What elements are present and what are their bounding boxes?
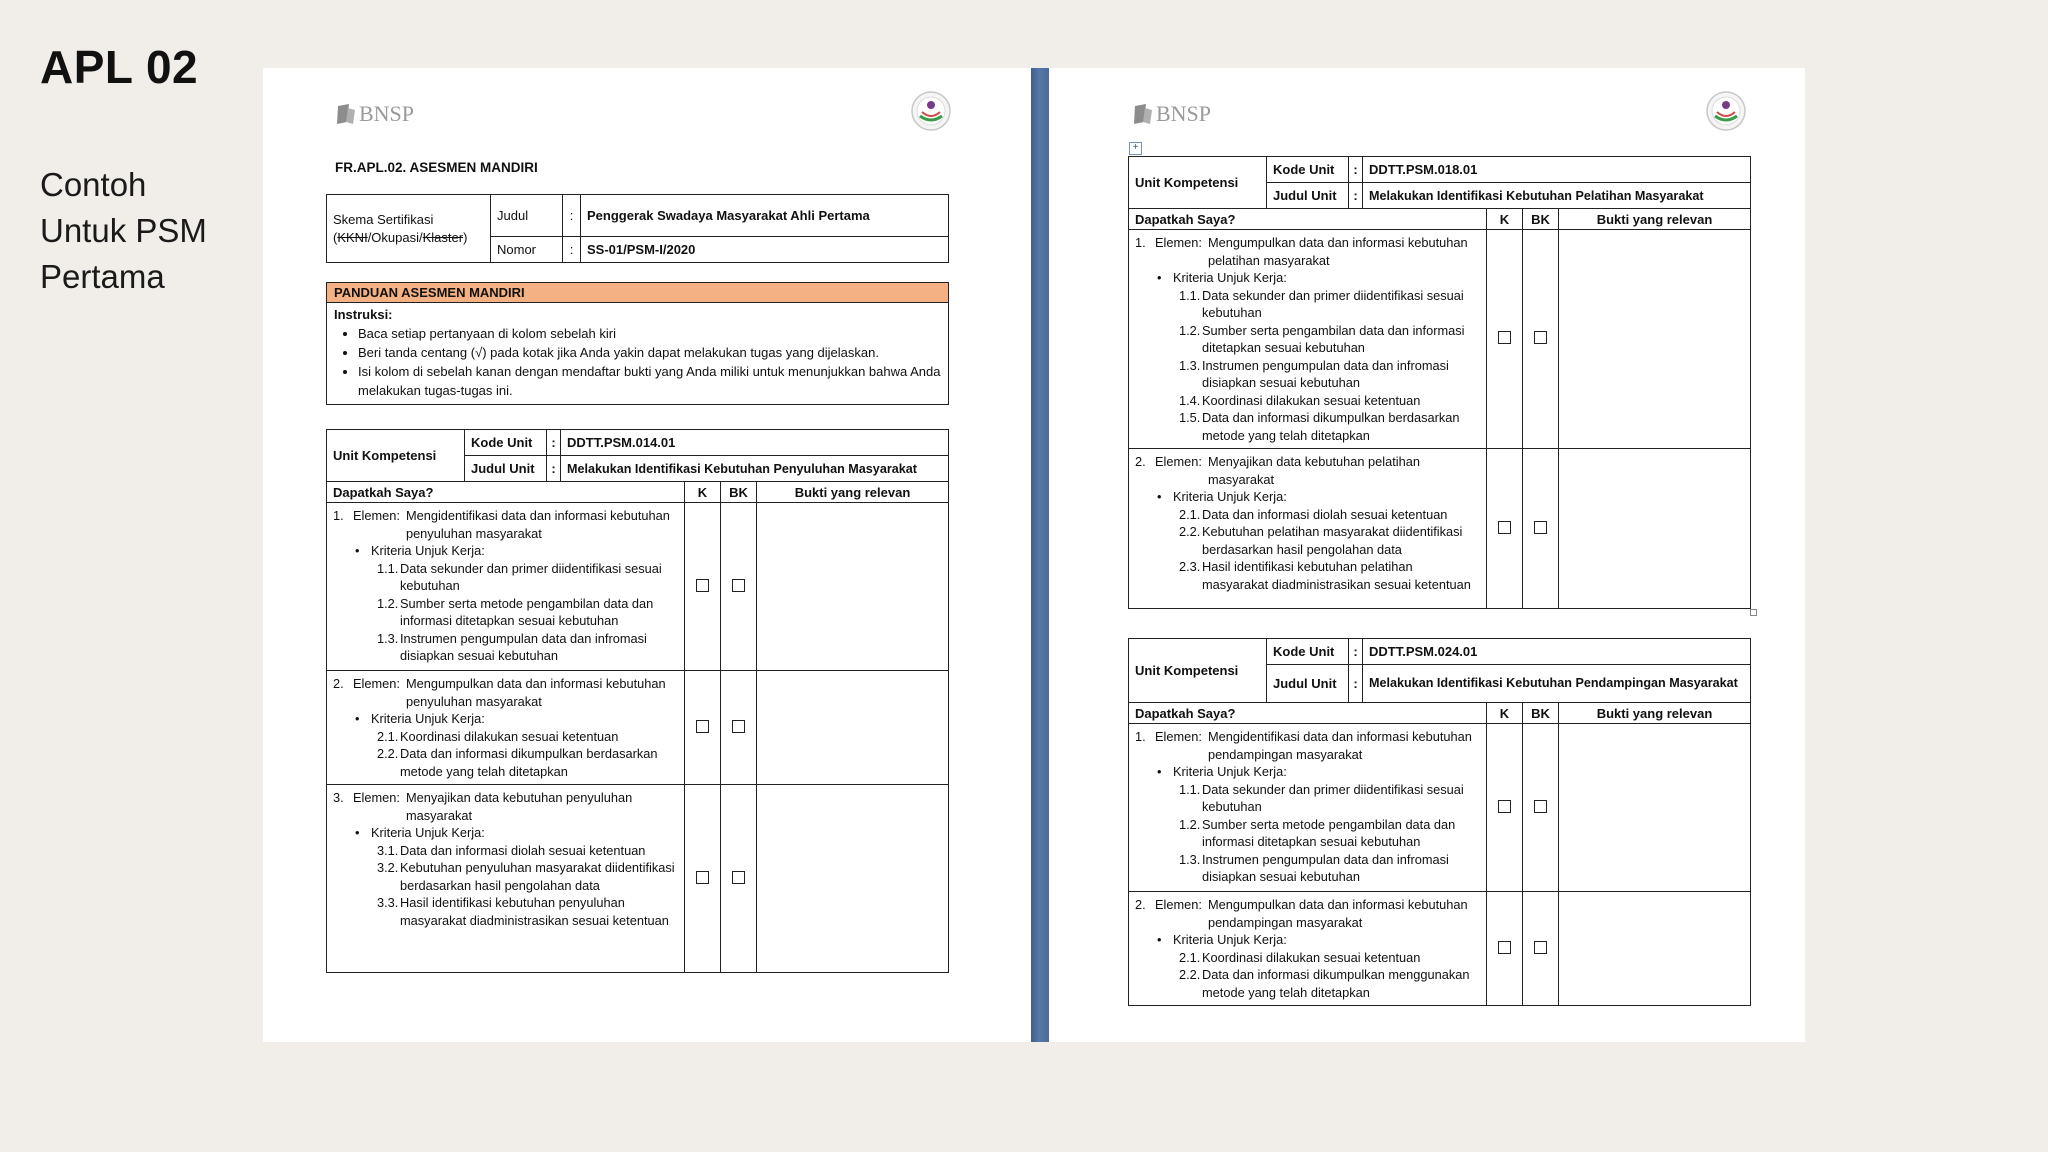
bnsp-logo (1132, 101, 1211, 127)
col-dapatkah: Dapatkah Saya? (1129, 703, 1487, 724)
k-checkbox[interactable] (1498, 800, 1511, 813)
bnsp-logo (335, 101, 414, 127)
element-row: 2. Elemen: Mengumpulkan data dan informasi kebutuhan penyuluhan masyarakat • Kriteria Unjuk Kerja: 2.1. Koordinasi dilakukan sesuai ketentuan 2.2. Data dan informasi dikumpulkan berdasarkan metode yang telah ditetapkan (327, 671, 949, 785)
element-row: 1. Elemen: Mengidentifikasi data dan informasi kebutuhan pendampingan masyarakat • Kriteria Unjuk Kerja: 1.1. Data sekunder dan primer diidentifikasi sesuai kebutuhan 1.2. Sumber serta metode pengambilan data dan informasi ditetapkan sesuai kebutuhan 1.3. Instrumen pengumpulan data dan infromasi disiapkan sesuai kebutuhan (1129, 724, 1751, 892)
element-row: 1. Elemen: Mengumpulkan data dan informasi kebutuhan pelatihan masyarakat • Kriteria Unjuk Kerja: 1.1. Data sekunder dan primer diidentifikasi sesuai kebutuhan 1.2. Sumber serta pengambilan data dan informasi ditetapkan sesuai kebutuhan 1.3. Instrumen pengumpulan data dan infromasi disiapkan sesuai kebutuhan 1.4. Koordinasi dilakukan sesuai ketentuan 1.5. Data dan informasi dikumpulkan berdasarkan metode yang telah ditetapkan (1129, 230, 1751, 449)
col-bk: BK (1523, 209, 1559, 230)
kode-unit-label: Kode Unit (1267, 157, 1349, 183)
unit-kompetensi-label: Unit Kompetensi (1129, 639, 1267, 703)
bk-checkbox[interactable] (1534, 521, 1547, 534)
col-dapatkah: Dapatkah Saya? (327, 482, 685, 503)
bukti-field[interactable] (757, 671, 949, 785)
judul-value: Penggerak Swadaya Masyarakat Ahli Pertama (581, 195, 949, 237)
instruksi-label: Instruksi: (334, 307, 393, 322)
k-checkbox[interactable] (696, 579, 709, 592)
col-k: K (685, 482, 721, 503)
col-bukti: Bukti yang relevan (757, 482, 949, 503)
col-bukti: Bukti yang relevan (1559, 209, 1751, 230)
col-k: K (1487, 703, 1523, 724)
bk-checkbox[interactable] (1534, 800, 1547, 813)
k-checkbox[interactable] (1498, 941, 1511, 954)
unit-kompetensi-label: Unit Kompetensi (327, 430, 465, 482)
unit-kompetensi-label: Unit Kompetensi (1129, 157, 1267, 209)
bukti-field[interactable] (1559, 449, 1751, 609)
col-bk: BK (721, 482, 757, 503)
bnsp-logo-text: BNSP (359, 101, 415, 126)
form-title: FR.APL.02. ASESMEN MANDIRI (335, 160, 538, 175)
table-resize-handle[interactable] (1750, 609, 1757, 616)
page-divider (1031, 68, 1049, 1042)
document-screenshot (263, 68, 1805, 1042)
document-page-right (1050, 68, 1805, 1042)
nomor-label: Nomor (491, 237, 563, 263)
bk-checkbox[interactable] (1534, 941, 1547, 954)
k-checkbox[interactable] (696, 720, 709, 733)
col-dapatkah: Dapatkah Saya? (1129, 209, 1487, 230)
subtitle-line: Contoh (40, 166, 147, 203)
element-row: 2. Elemen: Mengumpulkan data dan informasi kebutuhan pendampingan masyarakat • Kriteria Unjuk Kerja: 2.1. Koordinasi dilakukan sesuai ketentuan 2.2. Data dan informasi dikumpulkan menggunakan metode yang telah ditetapkan (1129, 892, 1751, 1006)
judul-unit-value: Melakukan Identifikasi Kebutuhan Pendampingan Masyarakat (1363, 665, 1751, 703)
instruction-item: • Isi kolom di sebelah kanan dengan mendaftar bukti yang Anda miliki untuk menunjukkan bahwa Anda melakukan tugas-tugas ini. (358, 362, 941, 400)
bukti-field[interactable] (757, 503, 949, 671)
ministry-seal-icon (910, 90, 952, 132)
bukti-field[interactable] (757, 785, 949, 973)
judul-unit-label: Judul Unit (1267, 665, 1349, 703)
bukti-field[interactable] (1559, 724, 1751, 892)
instruction-item: • Baca setiap pertanyaan di kolom sebelah kiri (358, 324, 941, 343)
panduan-header: PANDUAN ASESMEN MANDIRI (327, 283, 948, 303)
judul-unit-value: Melakukan Identifikasi Kebutuhan Pelatihan Masyarakat (1363, 183, 1751, 209)
bk-checkbox[interactable] (732, 871, 745, 884)
judul-unit-value: Melakukan Identifikasi Kebutuhan Penyuluhan Masyarakat (561, 456, 949, 482)
unit-table-018: Unit Kompetensi Kode Unit : DDTT.PSM.018.01 Judul Unit : Melakukan Identifikasi Kebutuhan Pelatihan Masyarakat Dapatkah Saya? K BK Bukti yang relevan 1. Elemen: Mengumpulkan data dan informasi kebutuhan pelatihan masyarakat • Kriteria Unjuk Kerja: 1.1. Data sekunder dan primer diidentifikasi sesuai kebutuhan 1.2. Sumber serta pengambilan data dan informasi ditetapkan sesuai kebutuhan 1.3. Instrumen pengumpulan data dan infromasi disiapkan sesuai kebutuhan 1.4. Koordinasi dilakukan sesuai ketentuan 1.5. Data dan informasi dikumpulkan berdasarkan metode yang telah ditetapkan 2. Elemen: Menyajikan data kebutuhan pelatihan masyarakat • Kriteria Unjuk Kerja: 2.1. Data dan informasi diolah sesuai ketentuan 2.2. Kebutuhan pelatihan masyarakat diidentifikasi berdasarkan hasil pengolahan data 2.3. Hasil identifikasi kebutuhan pelatihan masyarakat diadministrasikan sesuai ketentuan (1128, 156, 1751, 609)
nomor-value: SS-01/PSM-I/2020 (581, 237, 949, 263)
panduan-box (326, 282, 949, 405)
slide-title: APL 02 (40, 41, 199, 93)
slide-subtitle (40, 162, 207, 300)
subtitle-line: Pertama (40, 258, 165, 295)
judul-label: Judul (491, 195, 563, 237)
judul-unit-label: Judul Unit (1267, 183, 1349, 209)
bk-checkbox[interactable] (1534, 331, 1547, 344)
skema-label: Skema Sertifikasi (KKNI/Okupasi/Klaster) (327, 195, 491, 263)
ministry-seal-icon (1705, 90, 1747, 132)
instruction-item: • Beri tanda centang (√) pada kotak jika Anda yakin dapat melakukan tugas yang dijelaskan. (358, 343, 941, 362)
subtitle-line: Untuk PSM (40, 212, 207, 249)
kode-unit-value: DDTT.PSM.018.01 (1363, 157, 1751, 183)
unit-table-024: Unit Kompetensi Kode Unit : DDTT.PSM.024.01 Judul Unit : Melakukan Identifikasi Kebutuhan Pendampingan Masyarakat Dapatkah Saya? K BK Bukti yang relevan 1. Elemen: Mengidentifikasi data dan informasi kebutuhan pendampingan masyarakat • Kriteria Unjuk Kerja: 1.1. Data sekunder dan primer diidentifikasi sesuai kebutuhan 1.2. Sumber serta metode pengambilan data dan informasi ditetapkan sesuai kebutuhan 1.3. Instrumen pengumpulan data dan infromasi disiapkan sesuai kebutuhan 2. Elemen: Mengumpulkan data dan informasi kebutuhan pendampingan masyarakat • Kriteria Unjuk Kerja: 2.1. Koordinasi dilakukan sesuai ketentuan 2.2. Data dan informasi dikumpulkan menggunakan metode yang telah ditetapkan (1128, 638, 1751, 1006)
col-bk: BK (1523, 703, 1559, 724)
k-checkbox[interactable] (1498, 331, 1511, 344)
unit-table-014: Unit Kompetensi Kode Unit : DDTT.PSM.014.01 Judul Unit : Melakukan Identifikasi Kebutuhan Penyuluhan Masyarakat Dapatkah Saya? K BK Bukti yang relevan 1. Elemen: Mengidentifikasi data dan informasi kebutuhan penyuluhan masyarakat • Kriteria Unjuk Kerja: 1.1. Data sekunder dan primer diidentifikasi sesuai kebutuhan 1.2. Sumber serta metode pengambilan data dan informasi ditetapkan sesuai kebutuhan 1.3. Instrumen pengumpulan data dan infromasi disiapkan sesuai kebutuhan 2. Elemen: Mengumpulkan data dan informasi kebutuhan penyuluhan masyarakat • Kriteria Unjuk Kerja: 2.1. Koordinasi dilakukan sesuai ketentuan 2.2. Data dan informasi dikumpulkan berdasarkan metode yang telah ditetapkan 3. Elemen: Menyajikan data kebutuhan penyuluhan masyarakat • Kriteria Unjuk Kerja: 3.1. Data dan informasi diolah sesuai ketentuan 3.2. Kebutuhan penyuluhan masyarakat diidentifikasi berdasarkan hasil pengolahan data 3.3. Hasil identifikasi kebutuhan penyuluhan masyarakat diadministrasikan sesuai ketentuan (326, 429, 949, 973)
skema-table: Skema Sertifikasi (KKNI/Okupasi/Klaster) Judul : Penggerak Swadaya Masyarakat Ahli Pertama Nomor : SS-01/PSM-I/2020 (326, 194, 949, 263)
kode-unit-label: Kode Unit (1267, 639, 1349, 665)
bk-checkbox[interactable] (732, 720, 745, 733)
bnsp-logo-text: BNSP (1156, 101, 1212, 126)
bnsp-logo-icon (335, 102, 357, 126)
kode-unit-value: DDTT.PSM.024.01 (1363, 639, 1751, 665)
kode-unit-value: DDTT.PSM.014.01 (561, 430, 949, 456)
element-row: 1. Elemen: Mengidentifikasi data dan informasi kebutuhan penyuluhan masyarakat • Kriteria Unjuk Kerja: 1.1. Data sekunder dan primer diidentifikasi sesuai kebutuhan 1.2. Sumber serta metode pengambilan data dan informasi ditetapkan sesuai kebutuhan 1.3. Instrumen pengumpulan data dan infromasi disiapkan sesuai kebutuhan (327, 503, 949, 671)
table-move-handle-icon[interactable]: + (1129, 142, 1142, 155)
judul-unit-label: Judul Unit (465, 456, 547, 482)
bukti-field[interactable] (1559, 230, 1751, 449)
element-row: 3. Elemen: Menyajikan data kebutuhan penyuluhan masyarakat • Kriteria Unjuk Kerja: 3.1. Data dan informasi diolah sesuai ketentuan 3.2. Kebutuhan penyuluhan masyarakat diidentifikasi berdasarkan hasil pengolahan data 3.3. Hasil identifikasi kebutuhan penyuluhan masyarakat diadministrasikan sesuai ketentuan (327, 785, 949, 973)
element-row: 2. Elemen: Menyajikan data kebutuhan pelatihan masyarakat • Kriteria Unjuk Kerja: 2.1. Data dan informasi diolah sesuai ketentuan 2.2. Kebutuhan pelatihan masyarakat diidentifikasi berdasarkan hasil pengolahan data 2.3. Hasil identifikasi kebutuhan pelatihan masyarakat diadministrasikan sesuai ketentuan (1129, 449, 1751, 609)
k-checkbox[interactable] (696, 871, 709, 884)
document-page-left (263, 68, 1029, 1042)
col-k: K (1487, 209, 1523, 230)
bnsp-logo-icon (1132, 102, 1154, 126)
kode-unit-label: Kode Unit (465, 430, 547, 456)
bk-checkbox[interactable] (732, 579, 745, 592)
col-bukti: Bukti yang relevan (1559, 703, 1751, 724)
k-checkbox[interactable] (1498, 521, 1511, 534)
bukti-field[interactable] (1559, 892, 1751, 1006)
